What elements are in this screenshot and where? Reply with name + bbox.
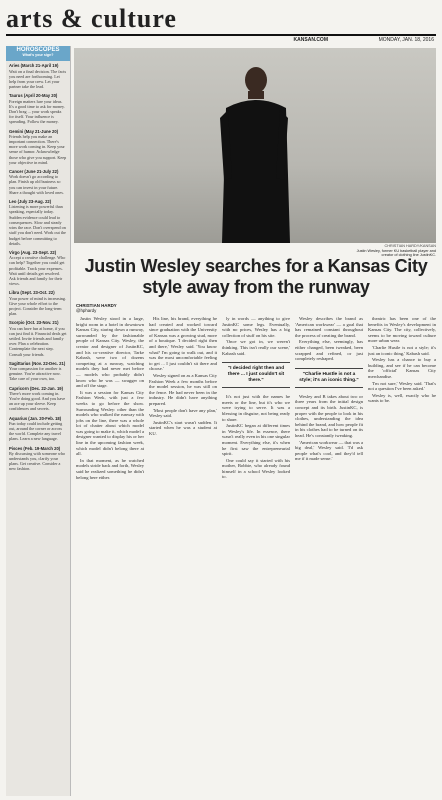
horoscope-list bbox=[6, 61, 70, 473]
issue-date: MONDAY, JAN. 18, 2016 bbox=[378, 37, 434, 43]
horoscope-sign-name: Sagittarius (Nov. 22-Dec. 21) bbox=[9, 360, 66, 366]
article-paragraph: JustinKC began at different times in Wesley's life. In essence, there wasn't really even in his one singular moment. Everything else, it's when he first saw the entrepreneurial spirit. bbox=[222, 423, 290, 457]
masthead bbox=[6, 4, 436, 34]
horoscope-text: Foreign matters lure your ideas. It's a good time to ask for money. Don't brag ... your work speaks for itself. Your influence is spreading. Follow the money. bbox=[9, 98, 65, 125]
horoscope-entry bbox=[6, 414, 70, 444]
article-paragraph: 'Charlie Hustle is not a style; it's just an iconic thing,' Kabash said. bbox=[368, 344, 436, 356]
horoscope-entry bbox=[6, 127, 70, 167]
horoscope-text: Work doesn't go according to plan. Finish up old business so you can invest in your future. Share a thought with loved ones. bbox=[9, 174, 64, 195]
pull-quote: "Charlie Hustle is not a style; it's an iconic thing." bbox=[295, 368, 363, 388]
horoscope-entry bbox=[6, 248, 70, 288]
article-column bbox=[222, 316, 290, 794]
person-silhouette-icon bbox=[214, 58, 294, 243]
horoscope-text: By discussing with someone who understands you, clarify your plans. Get creative. Consider a new fashion. bbox=[9, 450, 66, 472]
article-paragraph: Wesley has a chance to buy a building, and see if he can become the 'official' Kansas City merchandise. bbox=[368, 357, 436, 379]
author-name: CHRISTIAN HARDY bbox=[76, 303, 117, 308]
article-paragraph: Everything else, seemingly, has either changed, been tweaked, been scrapped and refined, or just completely reshaped. bbox=[295, 339, 363, 362]
horoscope-sign-name: Virgo (Aug. 23-Sept. 22) bbox=[9, 249, 57, 255]
byline bbox=[76, 303, 136, 313]
horoscope-text: Friends help you make an important connection. There's more work coming in. Keep your sense of humor. Acknowledge those who give you support. Keep your objective in mind. bbox=[9, 133, 67, 165]
section-title: arts & culture bbox=[6, 4, 177, 33]
headline: Justin Wesley searches for a Kansas City style away from the runway bbox=[84, 256, 428, 297]
article-paragraph: ly in words — anything to give JustinKC some legs. Eventually, with no prices, Wesley has a big collection of stuff on his site. bbox=[222, 316, 290, 338]
horoscope-text: You can have fun at home, if you can just find it. Financial deals get settled. Invite friends and family over. Plan a celebration. Contemplate the next step. Consult your friends. bbox=[9, 325, 67, 357]
author-handle: @hphardy bbox=[76, 308, 97, 314]
horoscope-entry bbox=[6, 288, 70, 318]
article-paragraph: 'I'm not sure,' Wesley said. 'That's not a question I've been asked.' bbox=[368, 380, 436, 392]
article-paragraph: Justin Wesley stood in a large, bright room in a hotel in downtown Kansas City, staring down a runway, surrounded by the fashionable people of Kansas City. Wesley, the creator and designer of JustinKC, and his co-creative director, Tarke Kabash, were two of dozens competing at a runway, watching models they had never met before — models who probably didn't know who he was — swagger on and off the stage. bbox=[76, 316, 144, 389]
horoscope-entry bbox=[6, 318, 70, 358]
horoscope-sign-name: Aquarius (Jan. 20-Feb. 18) bbox=[9, 415, 62, 421]
photo-caption: Justin Wesley, former KU basketball player and creator of clothing line JustinKC. bbox=[356, 248, 436, 258]
article-column bbox=[295, 316, 363, 794]
article-paragraph: Wesley and B takes about two or three years from the initial design concept and its birth. JustinKC, is proper with the people to look in his clothes, understanding the idea behind the brand, and how people fit in his clothes had to be turned on its head. He's constantly tweaking. bbox=[295, 393, 363, 438]
article-body bbox=[76, 316, 436, 794]
article-column bbox=[76, 316, 144, 794]
horoscope-sign-name: Cancer (June 21-July 22) bbox=[9, 169, 59, 175]
horoscope-entry bbox=[6, 359, 70, 384]
horoscope-entry bbox=[6, 444, 70, 474]
article-paragraph: It was a session for Kansas City Fashion Week, with just a few weeks to go before the show. Surrounding Wesley: other than the models who walked the runway with jobs on the line, there was a whole lot of chatter about which model was going to make it, which model a designer wanted to display his or her line in the upcoming fashion week, which model didn't belong there at all. bbox=[76, 389, 144, 457]
article-column bbox=[149, 316, 217, 794]
article-paragraph: Wesley is, well, exactly who he wants to be. bbox=[368, 392, 436, 404]
horoscope-entry bbox=[6, 197, 70, 248]
article-paragraph: In that moment, as he watched models stride back and forth, Wesley said he realized something he didn't belong here either. bbox=[76, 457, 144, 480]
article-paragraph: One could say it started with his mother, Bobbie, who already found himself in a school Wesley looked to. bbox=[222, 457, 290, 480]
article-paragraph: It's not just with the names he meets or the line, but it's who we were trying to serve. It was a blessing in disguise, not being ready to share. bbox=[222, 394, 290, 422]
horoscope-subtitle: What's your sign? bbox=[22, 53, 54, 58]
article-column bbox=[368, 316, 436, 794]
horoscope-text: Your power of mind is increasing. Give your whole effort to the project. Consider the long-term plan. bbox=[9, 295, 67, 317]
article-paragraph: 'American workwear — that was a big deal,' Wesley said. 'I'd ask people what's cool, and they'd tell me if it made sense.' bbox=[295, 439, 363, 462]
horoscope-sidebar bbox=[6, 46, 71, 796]
horoscope-sign-name: Aries (March 21-April 19) bbox=[9, 63, 59, 69]
horoscope-sign-name: Pisces (Feb. 19-March 20) bbox=[9, 445, 61, 451]
horoscope-entry bbox=[6, 61, 70, 91]
photographer-credit: CHRISTIAN HARDY/KANSAN bbox=[384, 244, 436, 248]
horoscope-sign-name: Capricorn (Dec. 22-Jan. 19) bbox=[9, 385, 63, 391]
article-paragraph: JustinKC's start wasn't sudden. It started when he was a student at KU. bbox=[149, 419, 217, 436]
pull-quote: "I decided right then and there ... I just couldn't sit there." bbox=[222, 362, 290, 388]
horoscope-text: Wait on a final decision. The facts you need are forthcoming. Let help from your crew. Let your partner take the lead. bbox=[9, 68, 67, 90]
feature-photo bbox=[74, 48, 436, 243]
horoscope-entry bbox=[6, 167, 70, 197]
horoscope-text: Fun today could include getting out, around the corner or across the world. Complete any travel plans. Learn a new language. bbox=[9, 420, 63, 442]
article-paragraph: Wesley describes the brand as 'American workwear' — a goal that has remained constant throughout the process of creating the brand. bbox=[295, 316, 363, 338]
horoscope-text: There's more work coming in. You're doing good. And you have an ace up your sleeve. Keep confidences and secrets. bbox=[9, 390, 66, 412]
horoscope-sign-name: Taurus (April 20-May 20) bbox=[9, 93, 58, 99]
horoscope-header bbox=[6, 46, 70, 61]
article-paragraph: theatric has been one of the benefits in Wesley's development in Kansas City. The city, collectively, seems to be moving toward culture more urban wear. bbox=[368, 316, 436, 344]
site-name: KANSAN.COM bbox=[293, 37, 328, 43]
horoscope-title: HOROSCOPES bbox=[16, 47, 60, 53]
header-rule bbox=[6, 34, 436, 45]
horoscope-entry bbox=[6, 91, 70, 126]
horoscope-sign-name: Gemini (May 21-June 20) bbox=[9, 128, 59, 134]
horoscope-text: Listening is more powerful than speaking, especially today. Sudden evidence could lead to consequences. Slow and steady wins the race. Don't overspend on stuff you don't need. Work out the budget before committing to details. bbox=[9, 204, 66, 246]
article-paragraph: 'Most people don't have any plan,' Wesley said. bbox=[149, 407, 217, 419]
article-paragraph: His line, his brand, everything he had created and worked toward since graduation with the University of Kansas was a growing stud, more of a boutique. 'I decided right then and there,' Wesley said. 'You know what? I'm going to walk out, and it was the most uncomfortable feeling to get ... I just couldn't sit there and choose.' bbox=[149, 316, 217, 372]
horoscope-text: Accept a creative challenge. Who can help? Together you could get profitable. Track your expenses. Wait until details get resolved. Ask friends and family for their views. bbox=[9, 255, 66, 287]
horoscope-sign-name: Scorpio (Oct. 23-Nov. 21) bbox=[9, 320, 59, 326]
horoscope-sign-name: Leo (July 23-Aug. 22) bbox=[9, 199, 52, 205]
horoscope-entry bbox=[6, 384, 70, 414]
horoscope-text: Your compassion for another is genuine. You're attractive now. Take care of your own, too. bbox=[9, 365, 62, 382]
article-paragraph: 'Once we got in, we weren't thinking. This isn't really our scene,' Kabash said. bbox=[222, 339, 290, 356]
horoscope-sign-name: Libra (Sept. 23-Oct. 22) bbox=[9, 290, 55, 296]
article-paragraph: Wesley signed on as a Kansas City Fashion Week a few months before the model session, he was still on the fence. He had never been in the industry. He didn't have anything prepared. bbox=[149, 372, 217, 406]
